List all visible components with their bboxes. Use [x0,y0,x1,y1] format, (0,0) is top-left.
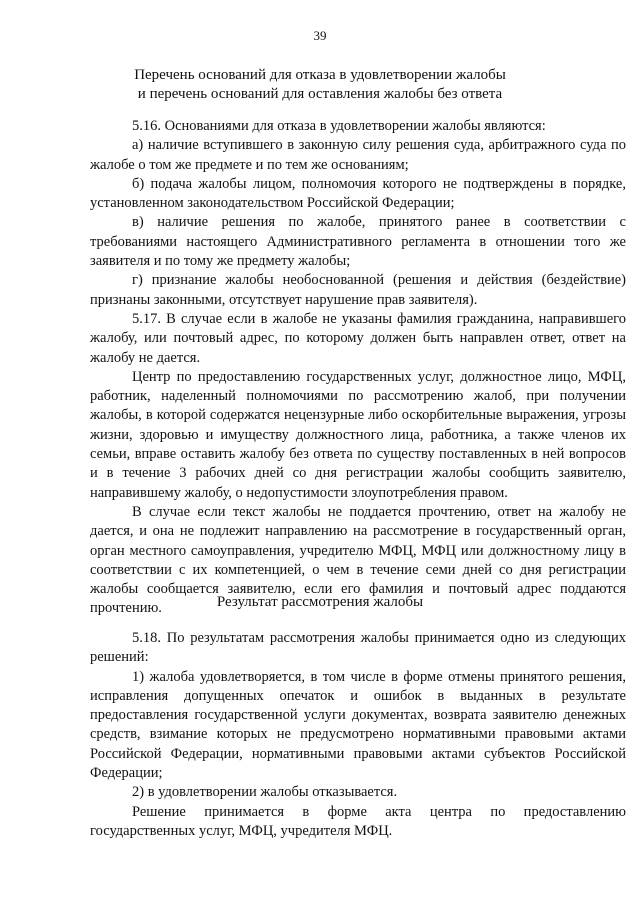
section-grounds [90,117,626,619]
paragraph-decision-1: 1) жалоба удовлетворяется, в том числе в форме отмены принятого решения, исправления допущенных опечаток и ошибок в выданных в результате предоставления государственной услуги документах, возврата заявителю денежных средств, взимание которых не предусмотрено нормативными правовыми актами Российской Федерации, нормативными правовыми актами субъектов Российской Федерации; [90,668,626,782]
section-result [90,629,626,841]
paragraph-5-16: 5.16. Основаниями для отказа в удовлетворении жалобы являются: [132,118,546,134]
page-number: 39 [313,28,327,43]
title-line-1: Перечень оснований для отказа в удовлетворении жалобы [134,67,506,83]
subheading: Результат рассмотрения жалобы [216,594,424,610]
paragraph-decision-form: Решение принимается в форме акта центра по предоставлению государственных услуг, МФЦ, учредителя МФЦ. [90,803,626,839]
paragraph-unreadable: В случае если текст жалобы не поддается прочтению, ответ на жалобу не дается, и она не подлежит направлению на рассмотрение в государственный орган, орган местного самоуправления, учредителю МФЦ, МФЦ или должностному лицу в соответствии с их компетенцией, о чем в течение семи дней со дня регистрации жалобы сообщается заявителю, если его фамилия и почтовый адрес поддаются прочтению. [90,503,626,617]
title-line-2: и перечень оснований для оставления жалобы без ответа [137,86,503,102]
paragraph-decision-2: 2) в удовлетворении жалобы отказывается. [132,784,398,801]
paragraph-5-18: 5.18. По результатам рассмотрения жалобы принимается одно из следующих решений: [90,630,626,666]
paragraph-5-16-g: г) признание жалобы необоснованной (решения и действия (бездействие) признаны законными, отсутствует нарушение прав заявителя). [90,272,626,308]
paragraph-5-16-b: б) подача жалобы лицом, полномочия которого не подтверждены в порядке, установленном законодательством Российской Федерации; [90,175,626,212]
paragraph-center-rights: Центр по предоставлению государственных услуг, должностное лицо, МФЦ, работник, наделенный полномочиями по рассмотрению жалоб, при получении жалобы, в которой содержатся нецензурные либо оскорбительные выражения, угрозы жизни, здоровью и имуществу должностного лица, работника, а также членов их семьи, вправе оставить жалобу без ответа по существу поставленных в ней вопросов и в течение 3 рабочих дней со дня регистрации жалобы сообщить заявителю, направившему жалобу, о недопустимости злоупотребления правом. [90,368,626,501]
section-title [60,66,580,104]
paragraph-5-17: 5.17. В случае если в жалобе не указаны фамилия гражданина, направившего жалобу, или почтовый адрес, по которому должен быть направлен ответ, ответ на жалобу не дается. [90,310,626,366]
paragraph-5-16-a: а) наличие вступившего в законную силу решения суда, арбитражного суда по жалобе о том же предмете и по тем же основаниям; [90,137,626,173]
paragraph-5-16-v: в) наличие решения по жалобе, принятого ранее в соответствии с требованиями настоящего Административного регламента в отношении того же заявителя и по тому же предмету жалобы; [90,214,626,270]
